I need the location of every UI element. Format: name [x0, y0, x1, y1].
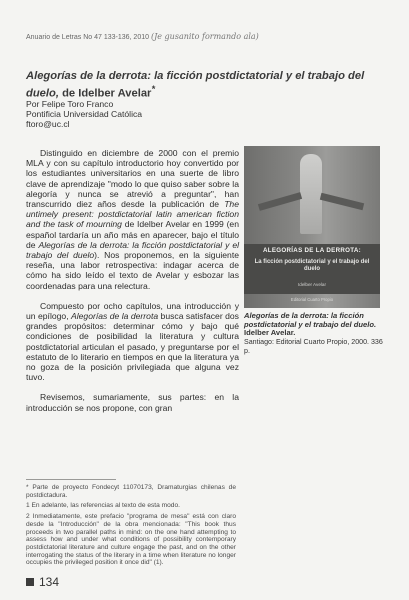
paragraph-2-text-b: busca satisfacer dos grandes propósitos: determinar cómo y bajo qué condiciones de posibilidad la literatura y cultura postdictatorial articulan el pasado, y preguntarse por el estatuto de lo literario en tiempos en que la literatura ya no goza de la posición privilegiada que alguna vez tuvo.: [26, 311, 239, 383]
paragraph-1-title: The untimely present: postdictatorial latin american fiction and the task of mourning: [26, 199, 239, 230]
paragraph-1-text-c: ). Nos proponemos, en la siguiente reseña, una labor retrospectiva: indagar acerca de cómo ha sido leído el texto de Avelar y esbozar las coordenadas para una relectura.: [26, 250, 240, 291]
article-title-italic: Alegorías de la derrota: la ficción postdictatorial y el trabajo del duelo,: [26, 70, 365, 100]
caption-title: Alegorías de la derrota: la ficción postdictatorial y el trabajo del duelo.: [244, 311, 377, 329]
paragraph-1-text-a: Distinguido en diciembre de 2000 con el premio MLA y con su capítulo introductorio hoy convertido por los estudiantes universitarios en una suerte de libro clave de aprendizaje "modo lo que quiso saber sobre la alegoría y nunca se atrevió a preguntar", han transcurrido diez años desde la publicación de: [26, 148, 239, 210]
paragraph-1-text-b: de Idelber Avelar en 1999 (en español tardaría un año más en aparecer, bajo el título de: [26, 219, 239, 250]
paragraph-2-text-a: Compuesto por ocho capítulos, una introducción y un epílogo,: [26, 300, 239, 322]
journal-name: Anuario de Letras No 47: [26, 34, 102, 41]
cover-subtitle: La ficción postdictatorial y el trabajo del duelo: [254, 259, 370, 272]
title-footnote-mark: *: [151, 83, 156, 94]
cover-publisher: Editorial Cuarto Propio: [290, 297, 334, 302]
footnote-1: * Parte de proyecto Fondecyt 11070173, Dramaturgias chilenas de postdictadura.: [26, 484, 236, 499]
footnote-rule: [26, 479, 116, 480]
running-header: [26, 32, 346, 41]
article-title: [26, 70, 371, 100]
paragraph-2: [26, 301, 239, 383]
article-title-author: de Idelber Avelar: [62, 87, 152, 100]
byline-author: Por Felipe Toro Franco: [26, 99, 114, 109]
footnote-3: 2 Inmediatamente, este prefacio "programa de mesa" está con claro desde la "Introducción" de la obra mencionada: "This book thus proceeds in two parallel paths in mind: on the one hand attempting to assess how and under what conditions of possibility contemporary postdictatorial literature and culture engage the past, and on the other interrogating the status of the literary in a time when literature no longer occupies the privileged position it once did" (1).: [26, 513, 236, 567]
paragraph-1-title-2: Alegorías de la derrota: la ficción postdictatorial y el trabajo del duelo: [26, 239, 240, 261]
caption-author: Idelber Avelar.: [244, 328, 296, 338]
cover-figure: [300, 154, 322, 234]
cover-author: Idelber Avelar: [297, 282, 326, 287]
journal-pages: 133-136, 2010: [103, 34, 149, 41]
book-cover-image: [244, 146, 380, 308]
page-number: 134: [39, 575, 60, 589]
byline: [26, 99, 276, 129]
byline-email: ftoro@uc.cl: [26, 119, 70, 129]
byline-affiliation: Pontificia Universidad Católica: [26, 109, 143, 119]
cover-title: ALEGORÍAS DE LA DERROTA:: [263, 247, 361, 254]
body-column: [26, 148, 239, 413]
page-folio: [26, 575, 106, 591]
folio-square-mark: [26, 578, 34, 586]
handwritten-note: (Je gusanito formando ala): [150, 32, 259, 41]
caption-publication: Santiago: Editorial Cuarto Propio, 2000. 336 p.: [244, 338, 383, 355]
book-caption: [244, 312, 384, 356]
footnotes: [26, 484, 236, 570]
paragraph-3: Revisemos, sumariamente, sus partes: en la introducción se nos propone, con gran: [26, 392, 239, 413]
paragraph-1: [26, 148, 239, 291]
cover-wing-right: [320, 193, 364, 210]
paragraph-2-title: Alegorías de la derrota: [71, 311, 159, 322]
cover-wing-left: [258, 192, 302, 211]
footnote-2: 1 En adelante, las referencias al texto de esta modo.: [26, 502, 180, 510]
